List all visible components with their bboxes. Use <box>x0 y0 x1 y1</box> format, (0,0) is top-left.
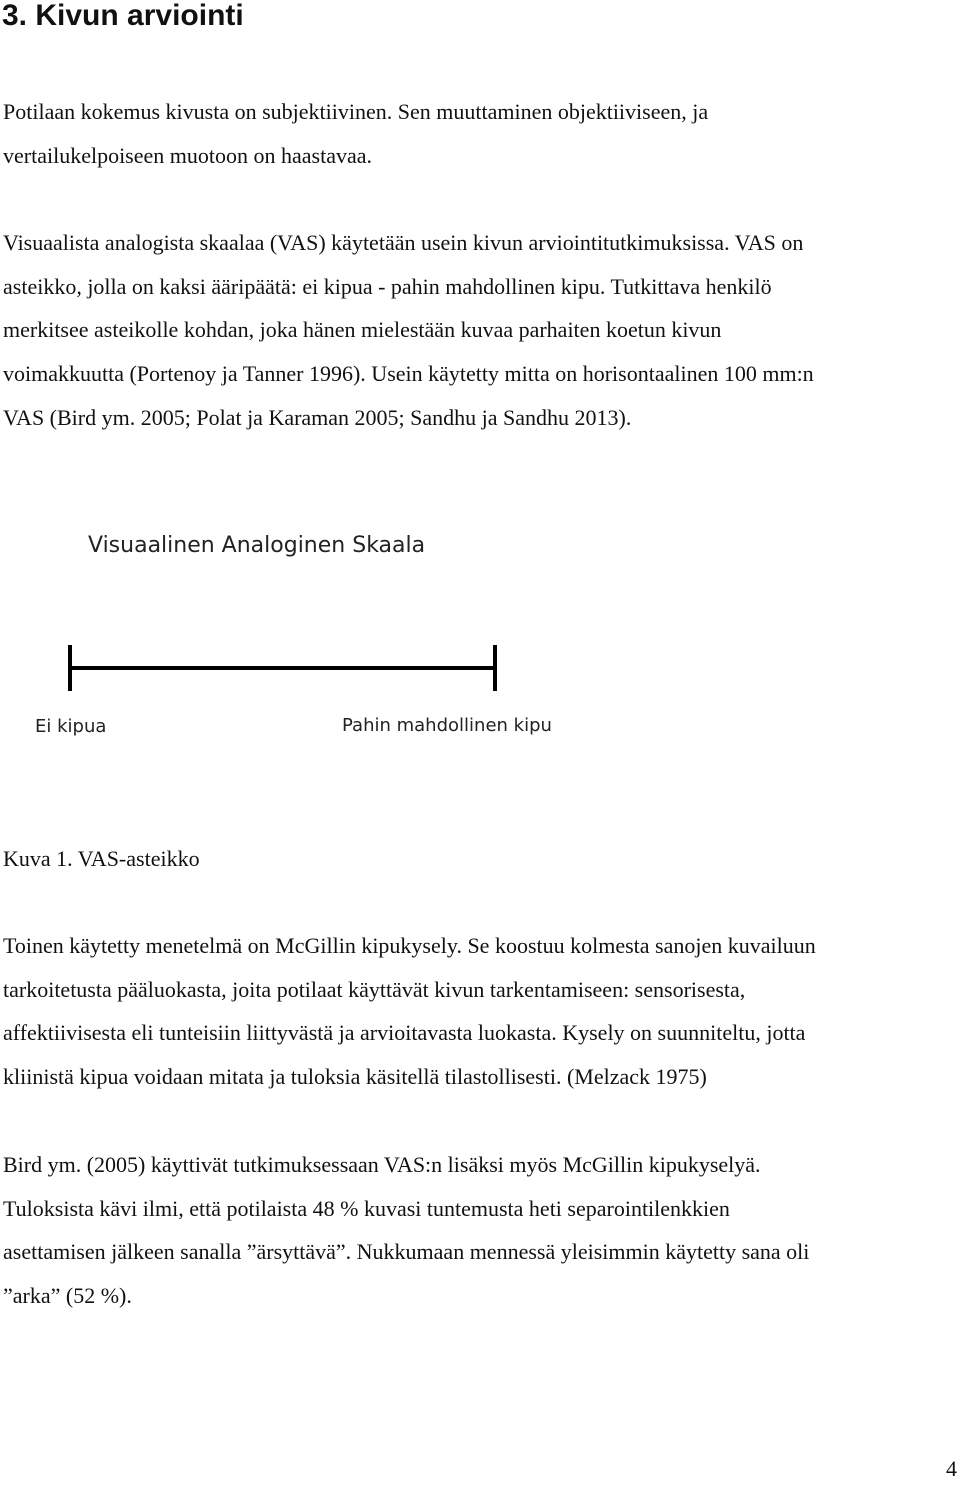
paragraph-line: merkitsee asteikolle kohdan, joka hänen mielestään kuvaa parhaiten koetun kivun <box>3 317 722 343</box>
paragraph-line: kliinistä kipua voidaan mitata ja tuloksia käsitellä tilastollisesti. (Melzack 1975) <box>3 1064 707 1090</box>
paragraph-line: VAS (Bird ym. 2005; Polat ja Karaman 2005; Sandhu ja Sandhu 2013). <box>3 404 632 430</box>
paragraph-line: affektiivisesta eli tunteisiin liittyvästä ja arvioitavasta luokasta. Kysely on suunniteltu, jotta <box>3 1020 806 1046</box>
paragraph-vas <box>3 221 953 440</box>
caption-text: Kuva 1. VAS-asteikko <box>3 846 200 871</box>
paragraph-line: ”arka” (52 %). <box>3 1283 132 1309</box>
paragraph-line: tarkoitetusta pääluokasta, joita potilaat käyttävät kivun tarkentamiseen: sensorisesta, <box>3 976 746 1002</box>
paragraph-line: asteikko, jolla on kaksi ääripäätä: ei kipua - pahin mahdollinen kipu. Tutkittava henkilö <box>3 273 772 299</box>
paragraph-results <box>3 1143 953 1318</box>
paragraph-mcgill <box>3 924 953 1099</box>
paragraph-line: voimakkuutta (Portenoy ja Tanner 1996). Usein käytetty mitta on horisontaalinen 100 mm:n <box>3 361 814 387</box>
paragraph-line: asettamisen jälkeen sanalla ”ärsyttävä”. Nukkumaan mennessä yleisimmin käytetty sana oli <box>3 1239 810 1265</box>
label-worst-pain: Pahin mahdollinen kipu <box>342 715 552 736</box>
paragraph-line: Toinen käytetty menetelmä on McGillin kipukysely. Se koostuu kolmesta sanojen kuvailuun <box>3 933 816 958</box>
paragraph-line: Bird ym. (2005) käyttivät tutkimuksessaan VAS:n lisäksi myös McGillin kipukyselyä. <box>3 1152 761 1177</box>
section-heading: 3. Kivun arviointi <box>2 0 244 32</box>
label-no-pain: Ei kipua <box>35 716 107 737</box>
vas-figure <box>0 520 960 760</box>
paragraph-line: vertailukelpoiseen muotoon on haastavaa. <box>3 142 372 168</box>
figure-caption <box>3 837 953 881</box>
paragraph-line: Visuaalista analogista skaalaa (VAS) käytetään usein kivun arviointitutkimuksissa. VAS on <box>3 230 804 255</box>
paragraph-intro <box>3 90 953 177</box>
paragraph-line: Tuloksista kävi ilmi, että potilaista 48 % kuvasi tuntemusta heti separointilenkkien <box>3 1195 730 1221</box>
page-number: 4 <box>946 1456 957 1481</box>
paragraph-line: Potilaan kokemus kivusta on subjektiivinen. Sen muuttaminen objektiiviseen, ja <box>3 99 709 124</box>
figure-title: Visuaalinen Analoginen Skaala <box>88 533 426 558</box>
